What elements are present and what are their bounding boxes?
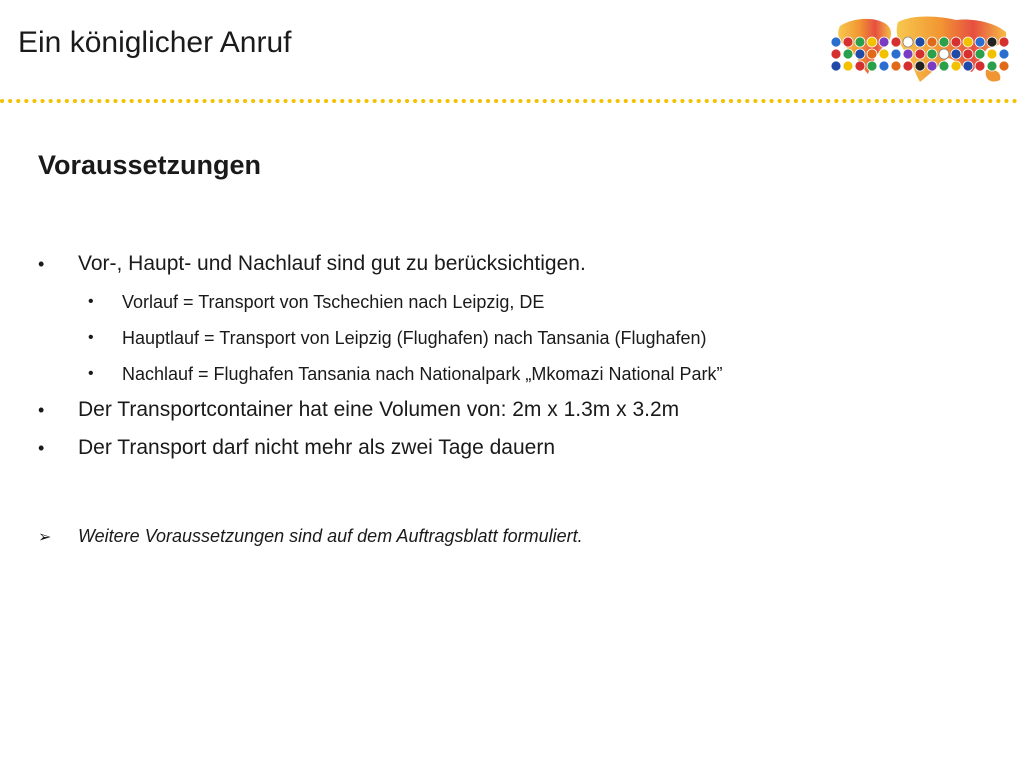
dotted-divider (0, 96, 1024, 106)
bullet-icon: • (88, 365, 94, 382)
bullet-list (38, 246, 723, 468)
note-line (38, 526, 583, 547)
bullet-icon: • (38, 438, 45, 458)
arrow-bullet-icon: ➢ (38, 529, 52, 546)
bullet-icon: • (88, 293, 94, 310)
section-heading: Voraussetzungen (38, 150, 262, 180)
list-item: • Hauptlauf = Transport von Leipzig (Flughafen) nach Tansania (Flughafen) (38, 320, 723, 356)
bullet-icon: • (38, 254, 45, 274)
world-map-flags-logo (822, 12, 1014, 92)
bullet-icon: • (38, 400, 45, 420)
note-text: Weitere Voraussetzungen sind auf dem Auftragsblatt formuliert. (78, 526, 583, 546)
list-item: • Vorlauf = Transport von Tschechien nach Leipzig, DE (38, 284, 723, 320)
bullet-icon: • (88, 329, 94, 346)
slide-title: Ein königlicher Anruf (18, 26, 292, 59)
list-item: • Der Transport darf nicht mehr als zwei Tage dauern (38, 430, 723, 468)
list-item: • Der Transportcontainer hat eine Volumen von: 2m x 1.3m x 3.2m (38, 392, 723, 430)
list-item: • Nachlauf = Flughafen Tansania nach Nationalpark „Mkomazi National Park” (38, 356, 723, 392)
list-item: • Vor-, Haupt- und Nachlauf sind gut zu berücksichtigen. (38, 246, 723, 284)
